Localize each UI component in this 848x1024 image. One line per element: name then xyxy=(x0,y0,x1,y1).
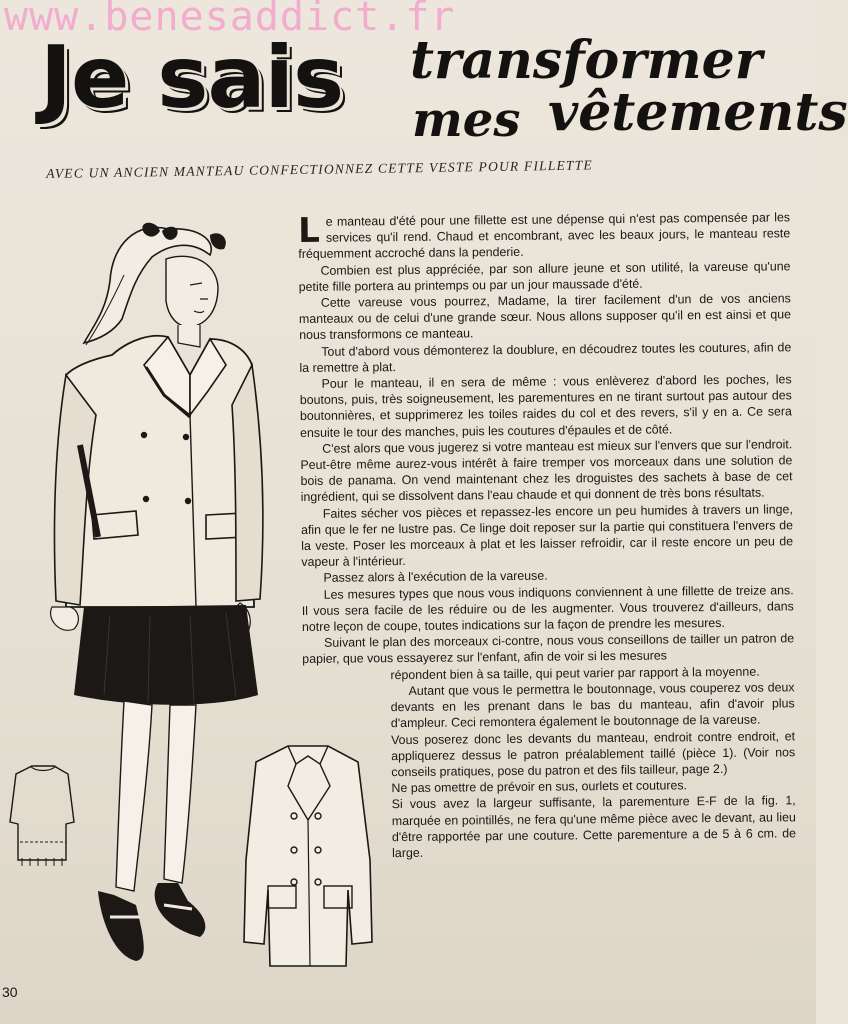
paragraph: Combien est plus appréciée, par son allure jeune et son utilité, la vareuse qu'une petite fille portera au printemps ou par un jour maussade d'été. xyxy=(298,258,791,294)
paragraph: Faites sécher vos pièces et repassez-les encore un peu humides à travers un linge, afin que le fer ne lustre pas. Ce linge doit reposer sur la partie qui constituera l'envers de la veste. Poser les morceaux à plat et les laisser refroidir, car il reste encore un peu de vapeur à l'intérieur. xyxy=(300,501,794,570)
paragraph: Suivant le plan des morceaux ci-contre, nous vous conseillons de tailler un patron de papier, que vous essayerez sur l'enfant, afin de voir si les mesures xyxy=(302,631,795,667)
title-line-2a: mes xyxy=(412,92,521,148)
paragraph: Autant que vous le permettra le boutonnage, vous couperez vos deux devants en les prenant dans le bas du manteau, afin d'avoir plus d'ampleur. Ceci remontera également le boutonnage de la vareuse. xyxy=(390,680,795,731)
paragraph: Vous poserez donc les devants du manteau, endroit contre endroit, et appliquerez dessus le patron préalablement taillé (pièce 1). (Voir nos conseils pratiques, pose du patron et des fils tailleur, page 2.) xyxy=(390,728,796,780)
paragraph: Passez alors à l'exécution de la vareuse. xyxy=(323,569,548,586)
paragraph: Le manteau d'été pour une fillette est une dépense qui n'est pas compensée par les services qu'il rend. Chaud et encombrant, avec les beaux jours, le manteau reste fréquemment accroché dans la penderie. xyxy=(297,210,791,262)
page-number: 30 xyxy=(2,984,18,1000)
paragraph: Si vous avez la largeur suffisante, la parementure E-F de la fig. 1, marquée en pointillés, ne fera qu'une même pièce avec le devant, au lieu d'être rapportée par une couture. Cette parementure a de 5 à 6 cm. de large. xyxy=(391,793,797,861)
watermark-url: www.benesaddict.fr xyxy=(4,0,456,40)
article-body xyxy=(298,209,796,862)
title-main: Je sais xyxy=(40,28,344,128)
paragraph: Ne pas omettre de prévoir en sus, ourlets et coutures. xyxy=(391,778,688,796)
paragraph: Cette vareuse vous pourrez, Madame, la tirer facilement d'un de vos anciens manteaux ou de celui d'une grande sœur. Nous allons supposer qu'il en est ainsi et que nous transformons ce manteau. xyxy=(298,291,792,343)
paragraph: C'est alors que vous jugerez si votre manteau est mieux sur l'envers que sur l'endroit. Peut-être même aurez-vous intérêt à faire tremper vos morceaux dans une solution de bois de panama. On vend maintenant chez les droguistes des sachets à base de cet ingrédient, qui se dissolvent dans l'eau chaude et qui donnent de très bons résultats. xyxy=(300,437,793,505)
article-subtitle: AVEC UN ANCIEN MANTEAU CONFECTIONNEZ CETTE VESTE POUR FILLETTE xyxy=(46,157,593,181)
paragraph: répondent bien à sa taille, qui peut varier par rapport à la moyenne. xyxy=(390,664,760,682)
paragraph: Tout d'abord vous démonterez la doublure, en découdrez toutes les coutures, afin de la remettre à plat. xyxy=(299,339,792,375)
paragraph: Les mesures types que nous vous indiquons conviennent à une fillette de treize ans. Il vous sera facile de les réduire ou de les augmenter. Vous trouverez d'ailleurs, dans notre leçon de coupe, toutes indications sur la façon de prendre les mesures. xyxy=(301,582,794,635)
title-line-2b: vêtements xyxy=(548,82,848,143)
drop-cap: L xyxy=(297,210,321,251)
paragraph: Pour le manteau, il en sera de même : vous enlèverez d'abord les poches, les boutons, puis, très soigneusement, les parementures en ne tirant surtout pas autour des boutonnières, et supprimerez les toiles raides du col et des revers, s'il y en a. Ce sera ensuite le tour des manches, puis les coutures d'épaules et de côté. xyxy=(299,372,792,440)
jacket-back-sketch xyxy=(8,762,78,872)
title-line-1: transformer xyxy=(410,30,763,91)
